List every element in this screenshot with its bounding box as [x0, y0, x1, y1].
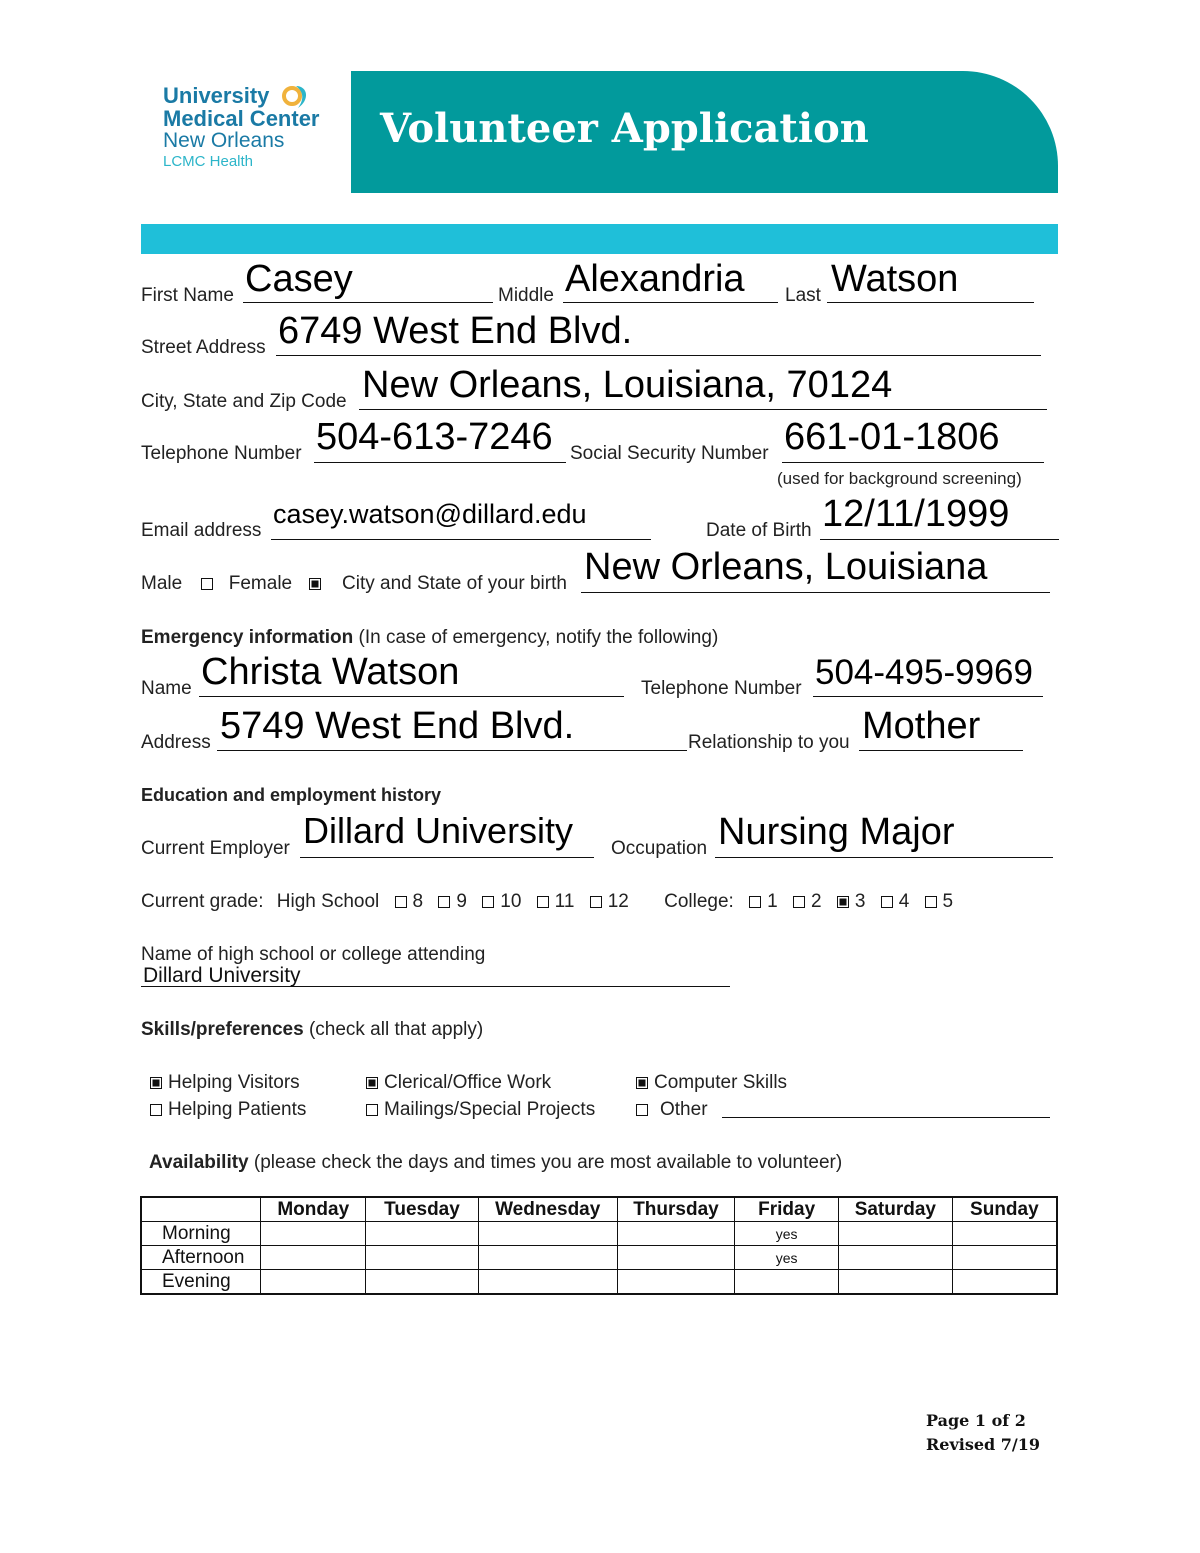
last-name-field[interactable]: Watson: [831, 258, 959, 300]
cell-morning-friday[interactable]: yes: [735, 1222, 839, 1246]
birthplace-label: City and State of your birth: [342, 573, 567, 594]
emergency-phone-label: Telephone Number: [641, 678, 802, 699]
page-number: Page 1 of 2: [926, 1411, 1026, 1430]
cell-afternoon-saturday[interactable]: [838, 1246, 952, 1270]
college-year-4-checkbox[interactable]: [881, 896, 893, 908]
middle-name-field[interactable]: Alexandria: [565, 258, 745, 300]
day-friday: Friday: [735, 1197, 839, 1222]
skill-other-checkbox[interactable]: [636, 1104, 648, 1116]
school-label: Name of high school or college attending: [141, 944, 486, 965]
college-year-3-label: 3: [854, 891, 866, 912]
city-state-zip-line: [359, 409, 1047, 410]
dob-line: [820, 539, 1059, 540]
row-label-morning: Morning: [141, 1222, 261, 1246]
skill-computer-label: Computer Skills: [654, 1072, 788, 1093]
hs-grade-8-label: 8: [412, 891, 424, 912]
college-year-4-label: 4: [898, 891, 910, 912]
email-label: Email address: [141, 520, 262, 541]
birthplace-line: [581, 592, 1050, 593]
education-heading: Education and employment history: [141, 785, 442, 805]
telephone-line: [314, 462, 566, 463]
telephone-label: Telephone Number: [141, 443, 302, 464]
row-label-afternoon: Afternoon: [141, 1246, 261, 1270]
skill-other[interactable]: [636, 1099, 708, 1121]
cell-afternoon-sunday[interactable]: [952, 1246, 1057, 1270]
email-field[interactable]: casey.watson@dillard.edu: [273, 499, 587, 529]
hs-grade-11-checkbox[interactable]: [537, 896, 549, 908]
relationship-label: Relationship to you: [688, 732, 850, 753]
email-line: [271, 539, 651, 540]
cell-evening-monday[interactable]: [261, 1270, 366, 1295]
skill-clerical[interactable]: [366, 1072, 551, 1094]
birthplace-field[interactable]: New Orleans, Louisiana: [584, 546, 988, 588]
ssn-field[interactable]: 661-01-1806: [784, 416, 1000, 458]
page-title: Volunteer Application: [380, 105, 869, 152]
section-bar: [141, 224, 1058, 254]
dob-label: Date of Birth: [706, 520, 812, 541]
middle-name-line: [563, 302, 778, 303]
college-year-5-checkbox[interactable]: [925, 896, 937, 908]
emergency-phone-line: [813, 696, 1043, 697]
emergency-address-line: [217, 750, 687, 751]
skill-computer[interactable]: [636, 1072, 787, 1094]
occupation-label: Occupation: [611, 838, 708, 859]
female-label: Female: [228, 573, 293, 594]
hs-grade-9-label: 9: [456, 891, 467, 912]
occupation-line: [715, 857, 1053, 858]
skill-mailings-checkbox[interactable]: [366, 1104, 378, 1116]
college-year-1-checkbox[interactable]: [749, 896, 761, 908]
hs-grade-12-label: 12: [607, 891, 629, 912]
college-year-5-label: 5: [942, 891, 954, 912]
emergency-name-field[interactable]: Christa Watson: [201, 651, 460, 693]
dob-field[interactable]: 12/11/1999: [822, 493, 1010, 535]
college-year-2-label: 2: [810, 891, 822, 912]
hs-grade-9-checkbox[interactable]: [438, 896, 450, 908]
day-monday: Monday: [261, 1197, 366, 1222]
cell-evening-sunday[interactable]: [952, 1270, 1057, 1295]
city-state-zip-field[interactable]: New Orleans, Louisiana, 70124: [362, 364, 893, 406]
grade-label: Current grade:: [141, 891, 264, 912]
college-year-2-checkbox[interactable]: [793, 896, 805, 908]
skill-clerical-label: Clerical/Office Work: [384, 1072, 552, 1093]
school-field[interactable]: Dillard University: [143, 964, 301, 987]
skill-mailings-label: Mailings/Special Projects: [384, 1099, 596, 1120]
skill-helping-visitors-checkbox[interactable]: [150, 1077, 162, 1089]
last-name-label: Last: [785, 285, 821, 306]
emergency-heading-title: Emergency information: [141, 627, 354, 648]
gender-row: [141, 573, 327, 595]
relationship-field[interactable]: Mother: [862, 705, 981, 747]
first-name-label: First Name: [141, 285, 234, 306]
relationship-line: [859, 750, 1023, 751]
occupation-field[interactable]: Nursing Major: [718, 811, 955, 853]
skills-heading: [141, 1019, 483, 1041]
skill-helping-visitors-label: Helping Visitors: [168, 1072, 300, 1093]
ssn-label: Social Security Number: [570, 443, 769, 464]
cell-morning-monday[interactable]: [261, 1222, 366, 1246]
table-row: [141, 1222, 1057, 1246]
cell-evening-wednesday[interactable]: [478, 1270, 617, 1295]
emergency-name-line: [199, 696, 624, 697]
emergency-address-field[interactable]: 5749 West End Blvd.: [220, 705, 575, 747]
availability-corner: [141, 1197, 261, 1222]
hs-grade-8-checkbox[interactable]: [395, 896, 407, 908]
day-wednesday: Wednesday: [478, 1197, 617, 1222]
skill-helping-visitors[interactable]: [150, 1072, 300, 1094]
cell-morning-tuesday[interactable]: [366, 1222, 479, 1246]
logo: [163, 84, 343, 194]
day-tuesday: Tuesday: [366, 1197, 479, 1222]
telephone-field[interactable]: 504-613-7246: [316, 416, 553, 458]
logo-line-new-orleans: New Orleans: [163, 129, 285, 153]
male-label: Male: [141, 573, 183, 594]
street-address-label: Street Address: [141, 337, 266, 358]
female-checkbox[interactable]: [309, 578, 321, 590]
employer-label: Current Employer: [141, 838, 290, 859]
cell-evening-friday[interactable]: [735, 1270, 839, 1295]
college-label: College:: [664, 891, 734, 912]
cell-morning-thursday[interactable]: [617, 1222, 735, 1246]
skills-heading-title: Skills/preferences: [141, 1019, 304, 1040]
emergency-address-label: Address: [141, 732, 211, 753]
hs-grade-10-checkbox[interactable]: [482, 896, 494, 908]
male-checkbox[interactable]: [201, 578, 213, 590]
street-address-line: [276, 355, 1041, 356]
skill-other-line: [722, 1117, 1050, 1118]
hs-grade-10-label: 10: [500, 891, 522, 912]
skill-helping-patients[interactable]: [150, 1099, 306, 1121]
emergency-name-label: Name: [141, 678, 192, 699]
availability-heading-note: (please check the days and times you are most available to volunteer): [253, 1152, 843, 1173]
day-sunday: Sunday: [952, 1197, 1057, 1222]
city-state-zip-label: City, State and Zip Code: [141, 391, 347, 412]
revision-date: Revised 7/19: [926, 1435, 1041, 1454]
availability-table: [140, 1196, 1058, 1295]
high-school-label: High School: [276, 891, 380, 912]
day-thursday: Thursday: [617, 1197, 735, 1222]
employer-field[interactable]: Dillard University: [303, 810, 574, 851]
cell-evening-tuesday[interactable]: [366, 1270, 479, 1295]
logo-line-university: University: [163, 83, 270, 108]
street-address-field[interactable]: 6749 West End Blvd.: [278, 310, 633, 352]
availability-heading: [149, 1152, 842, 1174]
first-name-field[interactable]: Casey: [245, 258, 353, 300]
emergency-heading: [141, 627, 718, 649]
skill-clerical-checkbox[interactable]: [366, 1077, 378, 1089]
day-saturday: Saturday: [838, 1197, 952, 1222]
cell-afternoon-friday[interactable]: yes: [735, 1246, 839, 1270]
middle-name-label: Middle: [498, 285, 554, 306]
cell-morning-saturday[interactable]: [838, 1222, 952, 1246]
cell-evening-thursday[interactable]: [617, 1270, 735, 1295]
skill-helping-patients-checkbox[interactable]: [150, 1104, 162, 1116]
college-year-1-label: 1: [767, 891, 778, 912]
logo-line-medical-center: Medical Center: [163, 106, 320, 132]
college-year-3-checkbox[interactable]: [837, 896, 849, 908]
emergency-heading-note: (In case of emergency, notify the following): [358, 627, 719, 648]
hs-grade-11-label: 11: [554, 891, 575, 912]
availability-heading-title: Availability: [149, 1152, 249, 1173]
table-row: [141, 1270, 1057, 1295]
cell-morning-wednesday[interactable]: [478, 1222, 617, 1246]
cell-afternoon-tuesday[interactable]: [366, 1246, 479, 1270]
employer-line: [300, 857, 594, 858]
cell-evening-saturday[interactable]: [838, 1270, 952, 1295]
logo-mark-icon: [280, 82, 312, 112]
first-name-line: [243, 302, 493, 303]
skills-heading-note: (check all that apply): [308, 1019, 484, 1040]
skill-computer-checkbox[interactable]: [636, 1077, 648, 1089]
hs-grade-12-checkbox[interactable]: [590, 896, 602, 908]
emergency-phone-field[interactable]: 504-495-9969: [815, 653, 1033, 692]
cell-afternoon-thursday[interactable]: [617, 1246, 735, 1270]
grade-row: [141, 891, 953, 913]
cell-afternoon-monday[interactable]: [261, 1246, 366, 1270]
cell-morning-sunday[interactable]: [952, 1222, 1057, 1246]
cell-afternoon-wednesday[interactable]: [478, 1246, 617, 1270]
skill-other-label: Other: [660, 1099, 708, 1120]
skill-helping-patients-label: Helping Patients: [168, 1099, 307, 1120]
skill-mailings[interactable]: [366, 1099, 595, 1121]
last-name-line: [827, 302, 1034, 303]
table-row: [141, 1246, 1057, 1270]
row-label-evening: Evening: [141, 1270, 261, 1295]
ssn-line: [782, 462, 1044, 463]
availability-header-row: [141, 1197, 1057, 1222]
ssn-note: (used for background screening): [777, 469, 1022, 488]
logo-line-lcmc: LCMC Health: [163, 153, 254, 171]
